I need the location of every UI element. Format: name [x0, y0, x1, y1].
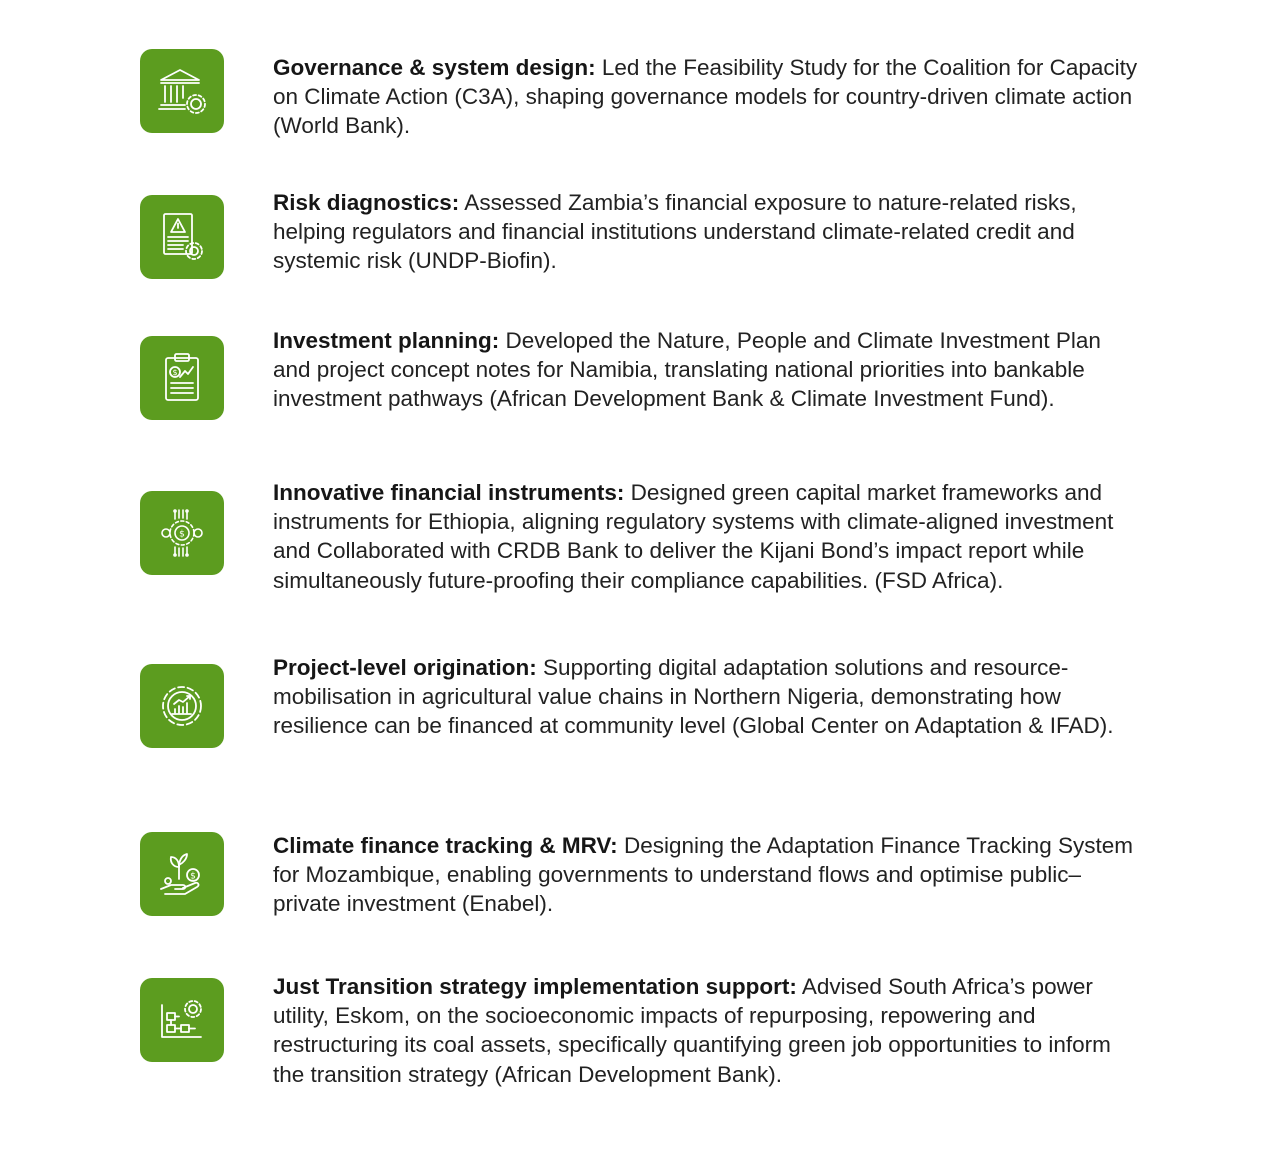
item-title: Project-level origination: — [273, 655, 537, 680]
investment-clipboard-icon — [140, 336, 224, 420]
item-body: Supporting digital adaptation solutions and resource-mobilisation in agricultural value chains in Northern Nigeria, demonstrating how resilience can be financed at community level (Global Center on Adaptation & IFAD). — [273, 655, 1114, 739]
svg-text:$: $ — [190, 871, 196, 882]
svg-text:$: $ — [172, 368, 178, 377]
item-body: Developed the Nature, People and Climate Investment Plan and project concept notes for Namibia, translating national priorities into bankable investment pathways (African Development Bank & Climate Investment Fund). — [273, 328, 1101, 412]
item-text — [273, 188, 1143, 276]
financial-innovation-icon — [140, 491, 224, 575]
item-title: Climate finance tracking & MRV: — [273, 833, 618, 858]
process-gear-icon — [140, 978, 224, 1062]
item-title: Risk diagnostics: — [273, 190, 460, 215]
gear-chart-icon — [140, 664, 224, 748]
item-text — [273, 972, 1143, 1089]
bank-gear-icon — [140, 49, 224, 133]
item-body: Designing the Adaptation Finance Tracking System for Mozambique, enabling governments to understand flows and optimise public–private investment (Enabel). — [273, 833, 1133, 917]
item-text — [273, 831, 1143, 919]
item-body: Assessed Zambia’s financial exposure to nature-related risks, helping regulators and financial institutions understand climate-related credit and systemic risk (UNDP-Biofin). — [273, 190, 1077, 274]
risk-report-icon — [140, 195, 224, 279]
item-text — [273, 53, 1143, 141]
item-body: Designed green capital market frameworks and instruments for Ethiopia, aligning regulatory systems with climate-aligned investment and Collaborated with CRDB Bank to deliver the Kijani Bond’s impact report while simultaneously future-proofing their compliance capabilities. (FSD Africa). — [273, 480, 1114, 593]
hand-plant-money-icon — [140, 832, 224, 916]
item-title: Governance & system design: — [273, 55, 596, 80]
item-text — [273, 478, 1143, 595]
item-title: Investment planning: — [273, 328, 500, 353]
item-title: Just Transition strategy implementation support: — [273, 974, 797, 999]
item-body: Led the Feasibility Study for the Coalition for Capacity on Climate Action (C3A), shaping governance models for country-driven climate action (World Bank). — [273, 55, 1138, 139]
item-text — [273, 326, 1143, 414]
item-body: Advised South Africa’s power utility, Eskom, on the socioeconomic impacts of repurposing, repowering and restructuring its coal assets, specifically quantifying green job opportunities to inform the transition strategy (African Development Bank). — [273, 974, 1111, 1087]
item-title: Innovative financial instruments: — [273, 480, 625, 505]
svg-text:$: $ — [179, 529, 185, 540]
item-text — [273, 653, 1143, 741]
